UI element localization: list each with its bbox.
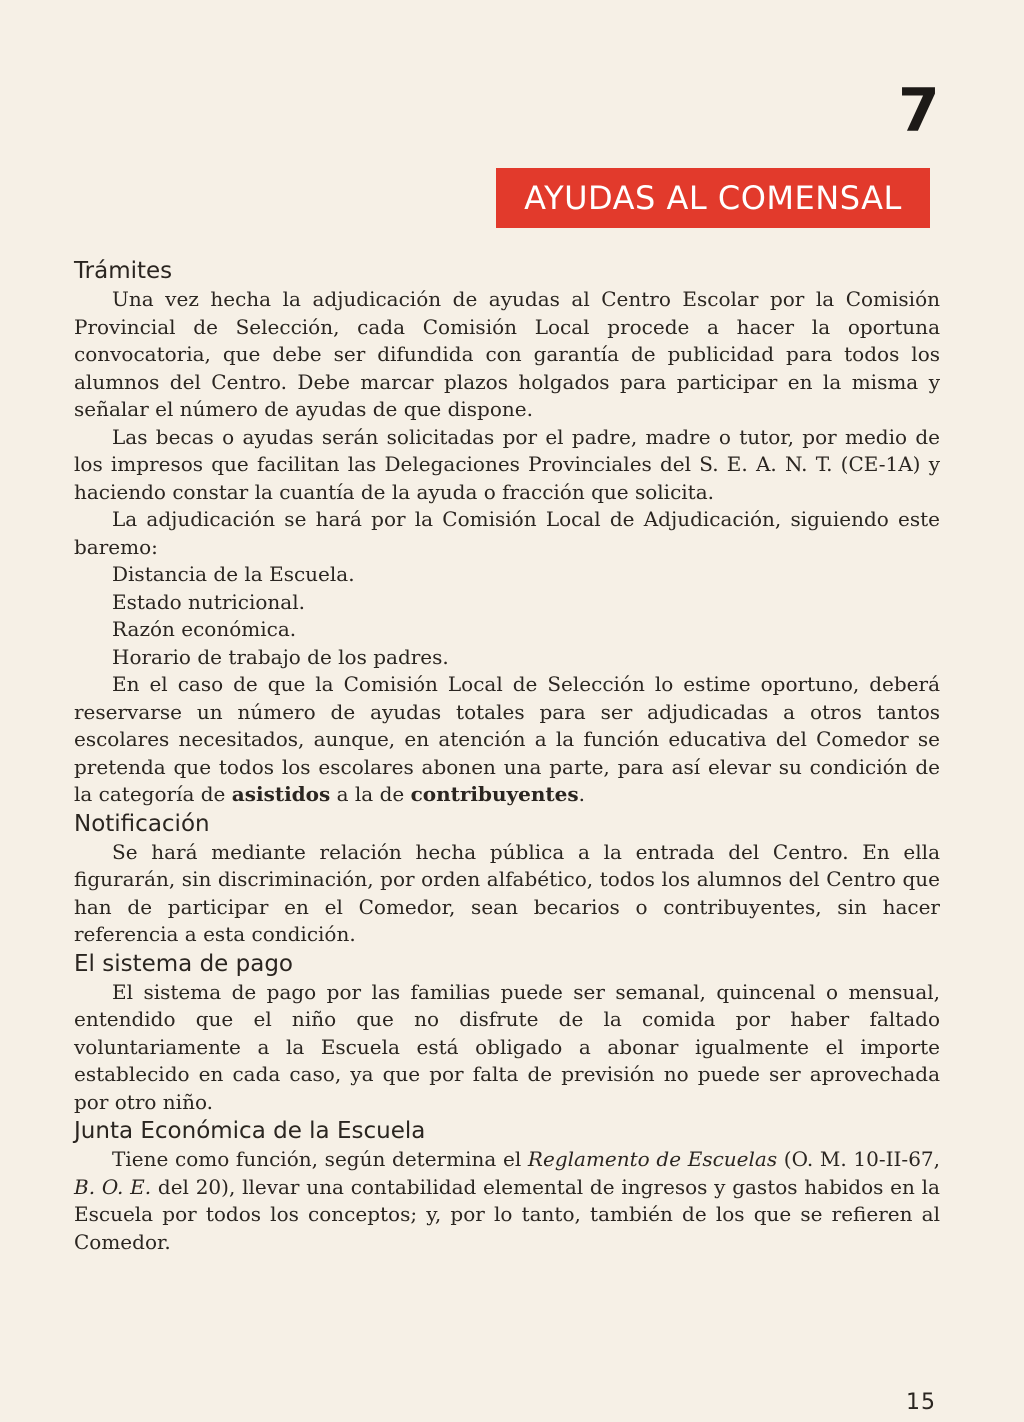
section-heading-notificacion: Notificación xyxy=(74,810,210,837)
italic-title-reglamento: Reglamento de Escuelas xyxy=(527,1147,778,1171)
text-span: (O. M. 10-II-67, xyxy=(777,1147,941,1171)
page-number: 15 xyxy=(906,1390,936,1415)
bold-term-asistidos: asistidos xyxy=(231,782,331,806)
section-sistema-de-pago xyxy=(74,949,940,1117)
section-heading-junta: Junta Económica de la Escuela xyxy=(74,1118,426,1144)
criteria-item: Distancia de la Escuela. xyxy=(112,562,355,586)
chapter-title-banner: AYUDAS AL COMENSAL xyxy=(496,168,930,228)
text-span: . xyxy=(578,782,586,806)
paragraph xyxy=(74,1146,940,1256)
bold-term-contribuyentes: contribuyentes xyxy=(410,782,579,806)
paragraph: El sistema de pago por las familias puede ser semanal, quincenal o mensual, entendido que el niño que no disfrute de la comida por haber faltado voluntariamente a la Escuela está obligado a abonar igualmente el importe establecido en cada caso, ya que por falta de previsión no puede ser aprovechada por otro niño. xyxy=(74,979,940,1114)
section-junta-economica xyxy=(74,1116,940,1256)
paragraph: La adjudicación se hará por la Comisión Local de Adjudicación, siguiendo este baremo: xyxy=(74,507,940,559)
text-span: En el caso de que la Comisión Local de Selección lo estime oportuno, deberá reservarse un número de ayudas totales para ser adjudicadas a otros tantos escolares necesitados, aunque, en atención a la función educativa del Comedor se pretenda que todos los escolares abonen una parte, para así elevar su condición de la categoría de xyxy=(74,672,940,806)
paragraph: Se hará mediante relación hecha pública a la entrada del Centro. En ella figurarán, sin discriminación, por orden alfabético, todos los alumnos del Centro que han de participar en el Comedor, sean becarios o contribuyentes, sin hacer referencia a esta condición. xyxy=(74,839,940,946)
section-notificacion xyxy=(74,809,940,949)
section-heading-pago: El sistema de pago xyxy=(74,950,293,977)
page-body xyxy=(74,256,940,1256)
criteria-item: Estado nutricional. xyxy=(112,589,305,614)
section-heading-tramites: Trámites xyxy=(74,258,173,284)
text-span: a la de xyxy=(330,782,411,806)
criteria-item: Horario de trabajo de los padres. xyxy=(112,644,449,669)
italic-boe: B. O. E. xyxy=(74,1174,152,1199)
text-span: del 20), llevar una contabilidad elemental de ingresos y gastos habidos en la Escuela por todos los conceptos; y, por lo tanto, también de los que se refieren al Comedor. xyxy=(74,1174,940,1254)
paragraph xyxy=(74,671,940,809)
paragraph: Una vez hecha la adjudicación de ayudas al Centro Escolar por la Comisión Provincial de Selección, cada Comisión Local procede a hacer la oportuna convocatoria, que debe ser difundida con garantía de publicidad para todos los alumnos del Centro. Debe marcar plazos holgados para participar en la misma y señalar el número de ayudas de que dispone. xyxy=(74,287,940,421)
text-span: Tiene como función, según determina el xyxy=(112,1147,528,1171)
criteria-item: Razón económica. xyxy=(112,617,297,641)
chapter-number: 7 xyxy=(898,76,940,146)
section-tramites xyxy=(74,256,940,809)
paragraph: Las becas o ayudas serán solicitadas por el padre, madre o tutor, por medio de los impresos que facilitan las Delegaciones Provinciales del S. E. A. N. T. (CE-1A) y haciendo constar la cuantía de la ayuda o fracción que solicita. xyxy=(74,424,940,504)
